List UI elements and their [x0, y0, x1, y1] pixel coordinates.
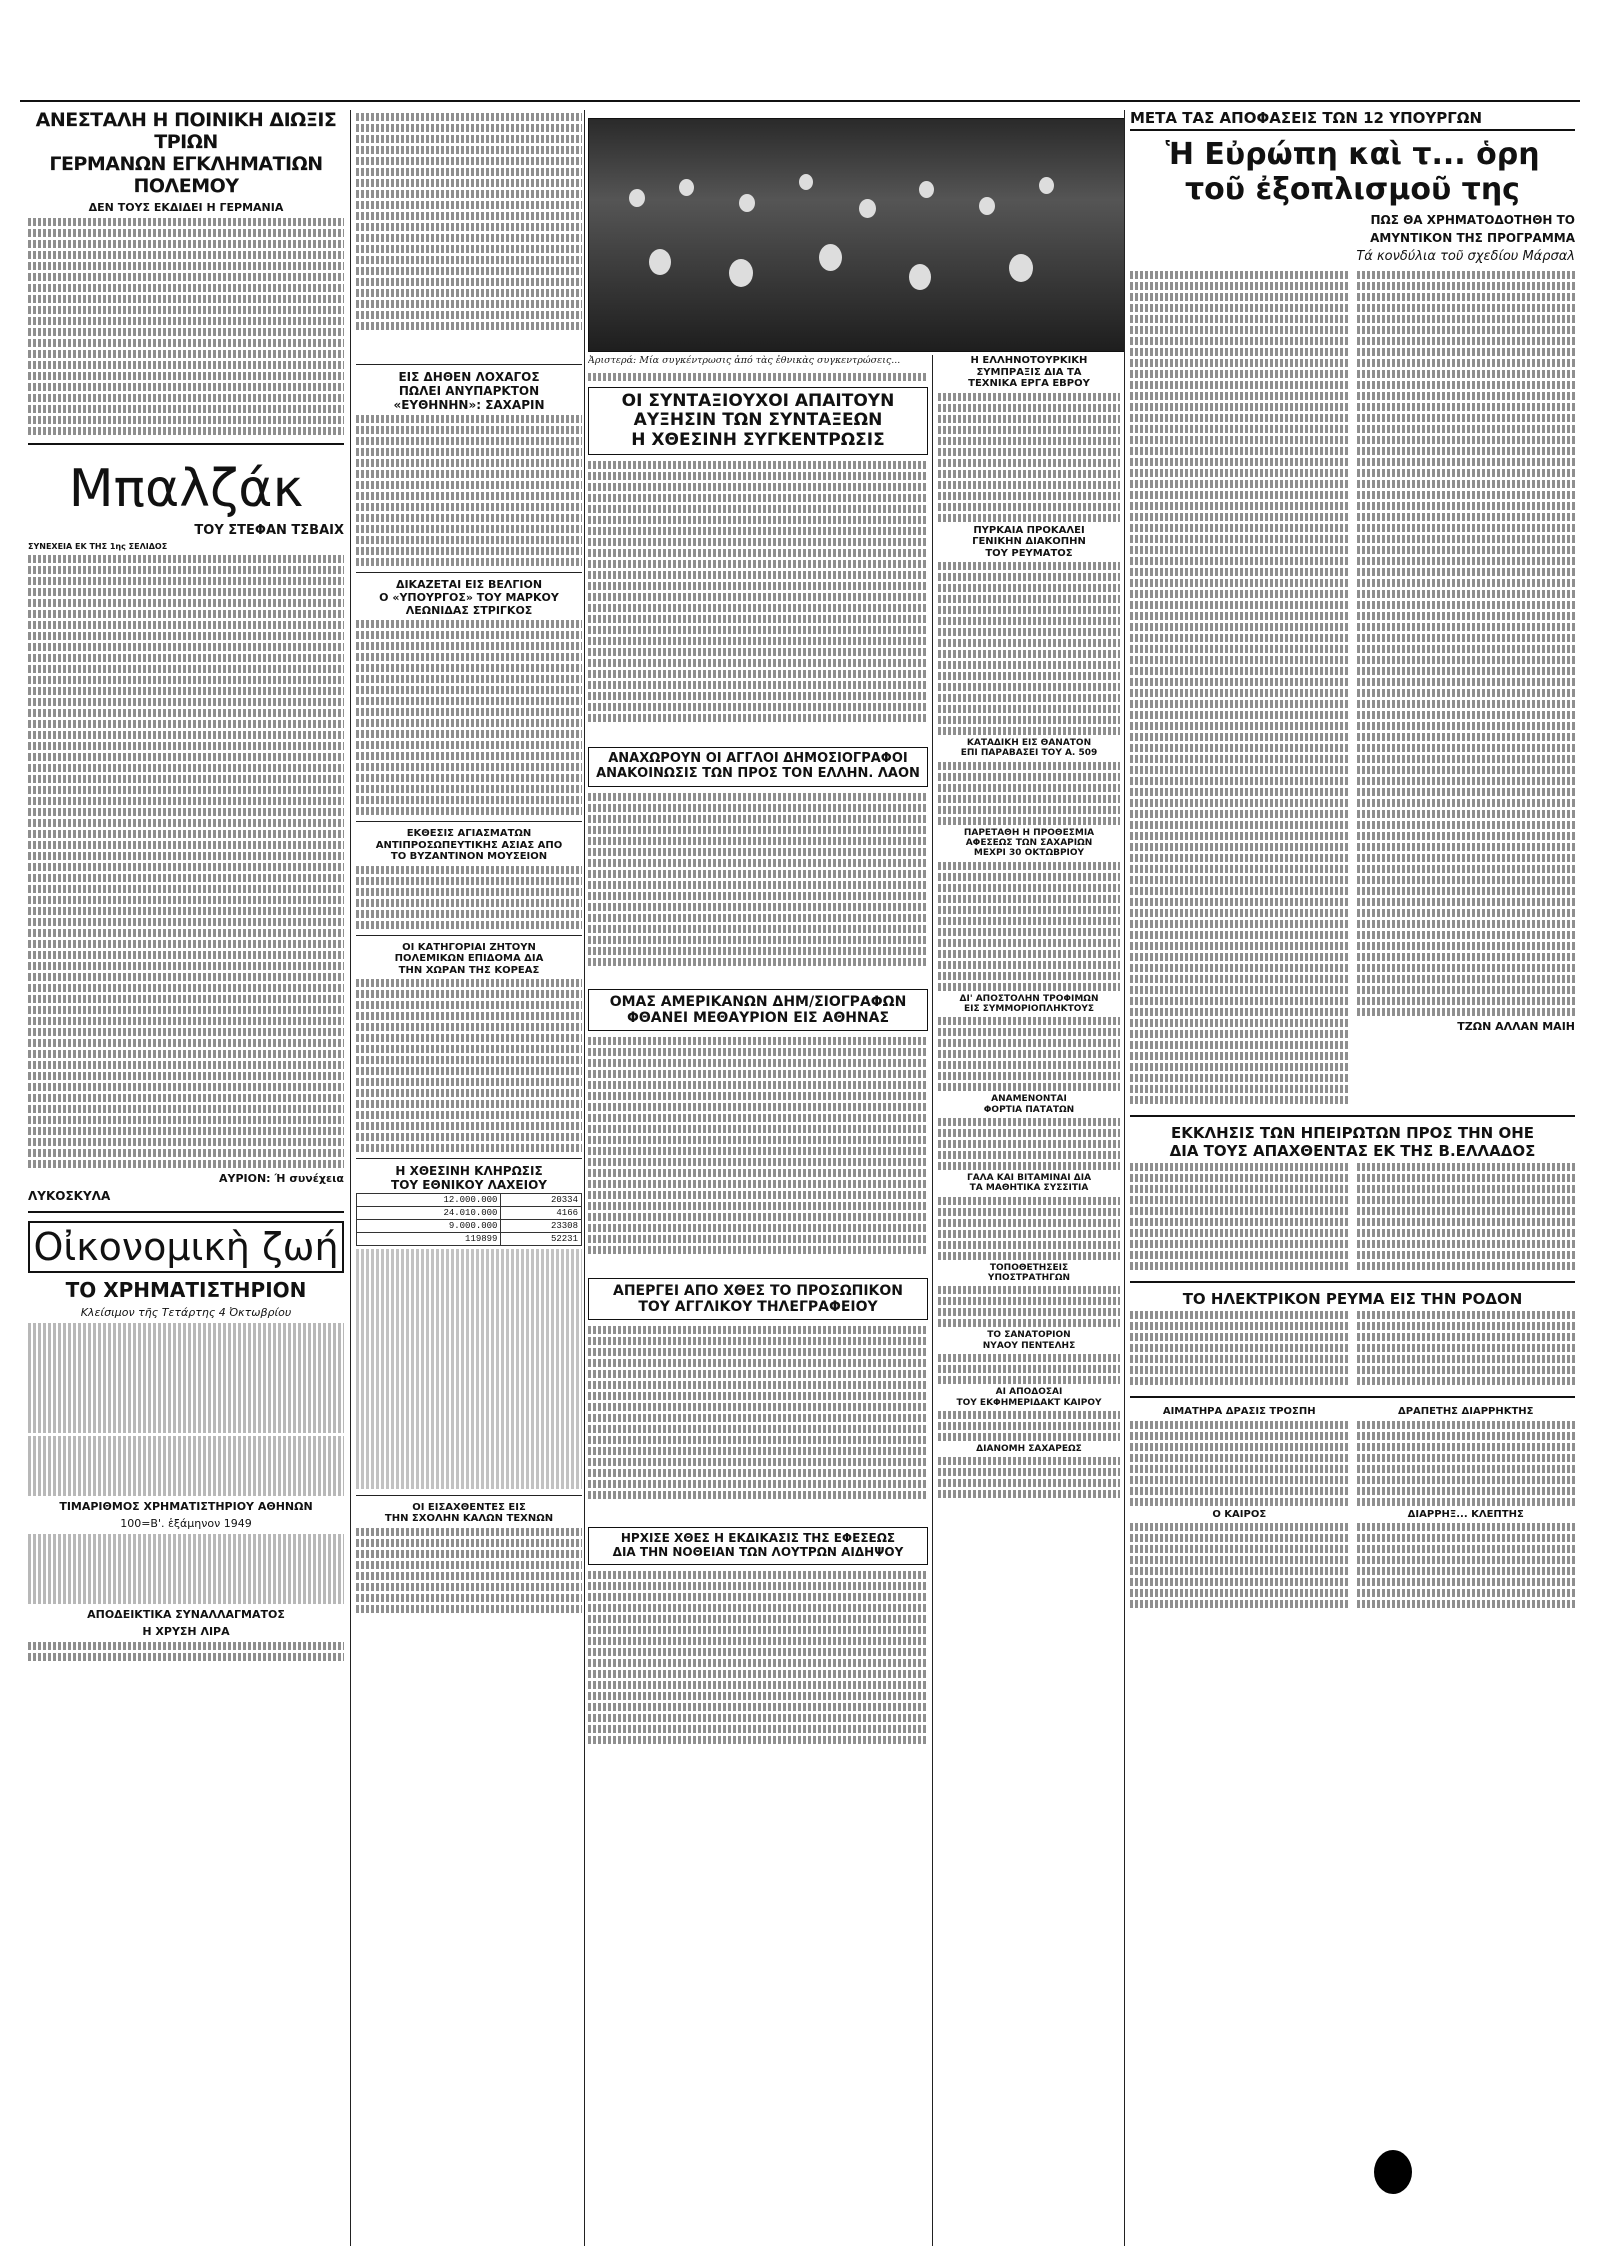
headline-potatoes: ΑΝΑΜΕΝΟΝΤΑΙ ΦΟΡΤΙΑ ΠΑΤΑΤΩΝ [983, 1094, 1075, 1115]
headline-weather: Ο ΚΑΙΡΟΣ [1212, 1508, 1267, 1520]
headline-epirus: ΕΚΚΛΗΣΙΣ ΤΩΝ ΗΠΕΙΡΩΤΩΝ ΠΡΟΣ ΤΗΝ ΟΗΕ ΔΙΑ ΤΟΥΣ ΑΠΑΧΘΕΝΤΑΣ ΕΚ ΤΗΣ Β.ΕΛΛΑΔΟΣ [1169, 1124, 1536, 1160]
lykoskyla-ad: ΛΥΚΟΣΚΥΛΑ [28, 1189, 111, 1204]
headline-bloody: ΑΙΜΑΤΗΡΑ ΔΡΑΣΙΣ ΤΡΟΣΠΗ [1162, 1406, 1316, 1417]
subheadline: ΠΩΣ ΘΑ ΧΡΗΜΑΤΟΔΟΤΗΘΗ ΤΟ [1370, 213, 1575, 228]
headline-weather-yields: ΑΙ ΑΠΟΔΟΣΑΙ ΤΟΥ ΕΚΦΗΜΕΡΙΔΑΚΤ ΚΑΙΡΟΥ [956, 1387, 1102, 1408]
crowd-photo [588, 118, 1125, 352]
kicker: ΜΕΤΑ ΤΑΣ ΑΠΟΦΑΣΕΙΣ ΤΩΝ 12 ΥΠΟΥΡΓΩΝ [1130, 110, 1575, 131]
subheadline: ΑΜΥΝΤΙΚΟΝ ΤΗΣ ΠΡΟΓΡΑΜΜΑ [1370, 231, 1575, 246]
headline-war-criminals [28, 110, 344, 197]
headline-europe-line1: Ἡ Εὐρώπη καὶ τ... ὁρη [1165, 137, 1540, 173]
gold-title: Η ΧΡΥΣΗ ΛΙΡΑ [142, 1625, 230, 1639]
subheadline: ΔΕΝ ΤΟΥΣ ΕΚΔΙΔΕΙ Η ΓΕΡΜΑΝΙΑ [88, 201, 284, 215]
europe-article-body [1130, 268, 1575, 1107]
ink-blot [1374, 2150, 1412, 2194]
headline-baths: ΗΡΧΙΣΕ ΧΘΕΣ Η ΕΚΔΙΚΑΣΙΣ ΤΗΣ ΕΦΕΣΕΩΣ ΔΙΑ ΤΗΝ ΝΟΘΕΙΑΝ ΤΩΝ ΛΟΥΤΡΩΝ ΑΙΔΗΨΟΥ [612, 1531, 904, 1560]
headline-milk: ΓΑΛΑ ΚΑΙ ΒΙΤΑΜΙΝΑΙ ΔΙΑ ΤΑ ΜΑΘΗΤΙΚΑ ΣΥΣΣΙΤΙΑ [966, 1173, 1092, 1194]
trades-title: ΑΠΟΔΕΙΚΤΙΚΑ ΣΥΝΑΛΛΑΓΜΑΤΟΣ [87, 1608, 285, 1622]
headline-korea: ΟΙ ΚΑΤΗΓΟΡΙΑΙ ΖΗΤΟΥΝ ΠΟΛΕΜΙΚΩΝ ΕΠΙΔΟΜΑ ΔΙΑ ΤΗΝ ΧΩΡΑΝ ΤΗΣ ΚΟΡΕΑΣ [394, 941, 544, 976]
column-rule [350, 110, 351, 2246]
feuilleton-title: Μπαλζάκ [68, 459, 304, 520]
headline-strike: ΑΠΕΡΓΕΙ ΑΠΟ ΧΘΕΣ ΤΟ ΠΡΟΣΩΠΙΚΟΝ ΤΟΥ ΑΓΓΛΙΚΟΥ ΤΗΛΕΓΡΑΦΕΙΟΥ [612, 1283, 904, 1316]
feuilleton-tomorrow: ΑΥΡΙΟΝ: Ή συνέχεια [218, 1172, 344, 1186]
exchange-title: ΤΟ ΧΡΗΜΑΤΙΣΤΗΡΙΟΝ [65, 1278, 307, 1303]
british-journalists-story [588, 747, 928, 787]
column-2-top-text [356, 113, 582, 358]
headline-exhibition: ΕΚΘΕΣΙΣ ΑΓΙΑΣΜΑΤΩΝ ΑΝΤΙΠΡΟΣΩΠΕΥΤΙΚΗΣ ΑΣΙΑΣ ΑΠΟ ΤΟ ΒΥΖΑΝΤΙΝΟΝ ΜΟΥΣΕΙΟΝ [375, 828, 563, 863]
headline-line: ΓΕΡΜΑΝΩΝ ΕΓΚΛΗΜΑΤΙΩΝ ΠΟΛΕΜΟΥ [49, 152, 323, 197]
feuilleton-body [28, 555, 344, 1168]
american-journalists-story [588, 989, 928, 1031]
article-body [28, 218, 344, 435]
headline-generals: ΤΟΠΟΘΕΤΗΣΕΙΣ ΥΠΟΣΤΡΑΤΗΓΩΝ [987, 1262, 1071, 1284]
headline-americans: ΟΜΑΣ ΑΜΕΡΙΚΑΝΩΝ ΔΗΜ/ΣΙΟΓΡΑΦΩΝ ΦΘΑΝΕΙ ΜΕΘΑΥΡΙΟΝ ΕΙΣ ΑΘΗΝΑΣ [609, 994, 907, 1027]
baths-story [588, 1527, 928, 1565]
headline-sugar: ΔΙΑΝΟΜΗ ΣΑΧΑΡΕΩΣ [976, 1443, 1082, 1454]
headline-captain: ΕΙΣ ΔΗΘΕΝ ΛΟΧΑΓΟΣ ΠΩΛΕΙ ΑΝΥΠΑΡΚΤΟΝ «ΕΥΘΗΝΗΝ»: ΣΑΧΑΡΙΝ [393, 370, 545, 412]
headline-rhodes: ΤΟ ΗΛΕΚΤΡΙΚΟΝ ΡΕΥΜΑ ΕΙΣ ΤΗΝ ΡΟΔΟΝ [1182, 1289, 1523, 1308]
top-rule [20, 100, 1580, 102]
lottery-table: 12.000.000 20334 24.010.000 4166 9.000.000 23308 119899 52231 [356, 1193, 582, 1246]
headline-escapee: ΔΡΑΠΕΤΗΣ ΔΙΑΡΡΗΚΤΗΣ [1397, 1406, 1534, 1417]
column-3 [588, 355, 928, 2246]
headline-lottery: Η ΧΘΕΣΙΝΗ ΚΛΗΡΩΣΙΣ ΤΟΥ ΕΘΝΙΚΟΥ ΛΑΧΕΙΟΥ [391, 1164, 547, 1193]
column-4 [938, 355, 1120, 2246]
column-1 [28, 110, 344, 2246]
column-rule [584, 110, 585, 2246]
headline-sanatorium: ΤΟ ΣΑΝΑΤΟΡΙΟΝ ΝΥΑΟΥ ΠΕΝΤΕΛΗΣ [982, 1330, 1076, 1351]
headline-food: ΔΙ' ΑΠΟΣΤΟΛΗΝ ΤΡΟΦΙΜΩΝ ΕΙΣ ΣΥΜΜΟΡΙΟΠΛΗΚΤΟΥΣ [959, 993, 1099, 1015]
strike-story [588, 1278, 928, 1320]
headline-death-sentence: ΚΑΤΑΔΙΚΗ ΕΙΣ ΘΑΝΑΤΟΝ ΕΠΙ ΠΑΡΑΒΑΣΕΙ ΤΟΥ Α. 509 [960, 738, 1098, 759]
column-5 [1130, 110, 1575, 2246]
column-rule [1124, 110, 1125, 2246]
pension-story [588, 387, 928, 456]
index-subtitle: 100=Β'. ἑξάμηνον 1949 [120, 1517, 252, 1531]
headline-fire: ΠΥΡΚΑΙΑ ΠΡΟΚΑΛΕΙ ΓΕΝΙΚΗΝ ΔΙΑΚΟΠΗΝ ΤΟΥ ΡΕΥΜΑΤΟΣ [972, 524, 1086, 559]
headline-theft: ΔΙΑΡΡΗΞ... ΚΛΕΠΤΗΣ [1407, 1508, 1524, 1520]
headline-deadline: ΠΑΡΕΤΑΘΗ Η ΠΡΟΘΕΣΜΙΑ ΑΦΕΣΕΩΣ ΤΩΝ ΣΑΧΑΡΙΩΝ ΜΕΧΡΙ 30 ΟΚΤΩΒΡΙΟΥ [963, 827, 1095, 859]
headline-belgium: ΔΙΚΑΖΕΤΑΙ ΕΙΣ ΒΕΛΓΙΟΝ Ο «ΥΠΟΥΡΓΟΣ» ΤΟΥ ΜΑΡΚΟΥ ΛΕΩΝΙΔΑΣ ΣΤΡΙΓΚΟΣ [379, 578, 559, 617]
photo-caption: Ἀριστερά: Μία συγκέντρωσις ἀπό τὰς ἐθνικὰς συγκεντρώσεις... [588, 355, 901, 366]
headline-greek-turkish: Η ΕΛΛΗΝΟΤΟΥΡΚΙΚΗ ΣΥΜΠΡΑΞΙΣ ΔΙΑ ΤΑ ΤΕΧΝΙΚΑ ΕΡΓΑ ΕΒΡΟΥ [968, 355, 1090, 389]
index-title: ΤΙΜΑΡΙΘΜΟΣ ΧΡΗΜΑΤΙΣΤΗΡΙΟΥ ΑΘΗΝΩΝ [59, 1500, 313, 1514]
feuilleton-continued: ΣΥΝΕΧΕΙΑ ΕΚ ΤΗΣ 1ης ΣΕΛΙΔΟΣ [28, 542, 168, 552]
column-rule [932, 355, 933, 2246]
column-2 [356, 110, 582, 2246]
exchange-tables [28, 1323, 344, 1496]
headline-pensioners: ΟΙ ΣΥΝΤΑΞΙΟΥΧΟΙ ΑΠΑΙΤΟΥΝ ΑΥΞΗΣΙΝ ΤΩΝ ΣΥΝΤΑΞΕΩΝ Η ΧΘΕΣΙΝΗ ΣΥΓΚΕΝΤΡΩΣΙΣ [621, 390, 895, 450]
exchange-subtitle: Κλείσιμον τῆς Τετάρτης 4 Ὀκτωβρίου [80, 1306, 292, 1320]
headline-art-school: ΟΙ ΕΙΣΑΧΘΕΝΤΕΣ ΕΙΣ ΤΗΝ ΣΧΟΛΗΝ ΚΑΛΩΝ ΤΕΧΝΩΝ [384, 1501, 554, 1525]
headline-british: ΑΝΑΧΩΡΟΥΝ ΟΙ ΑΓΓΛΟΙ ΔΗΜΟΣΙΟΓΡΑΦΟΙ ΑΝΑΚΟΙΝΩΣΙΣ ΤΩΝ ΠΡΟΣ ΤΟΝ ΕΛΛΗΝ. ΛΑΟΝ [596, 751, 920, 782]
byline: ΤΖΩΝ ΑΛΛΑΝ ΜΑΙΗ [1457, 1020, 1575, 1034]
subheadline-italic: Τά κονδύλια τοῦ σχεδίου Μάρσαλ [1356, 249, 1575, 265]
economy-title: Οἰκονομικὴ ζωή [28, 1221, 344, 1273]
feuilleton-author: ΤΟΥ ΣΤΕΦΑΝ ΤΣΒΑΙΧ [194, 523, 344, 539]
headline-europe-line2: τοῦ ἐξοπλισμοῦ της [1185, 172, 1520, 208]
headline-line: ΑΝΕΣΤΑΛΗ Η ΠΟΙΝΙΚΗ ΔΙΩΞΙΣ ΤΡΙΩΝ [35, 110, 337, 153]
